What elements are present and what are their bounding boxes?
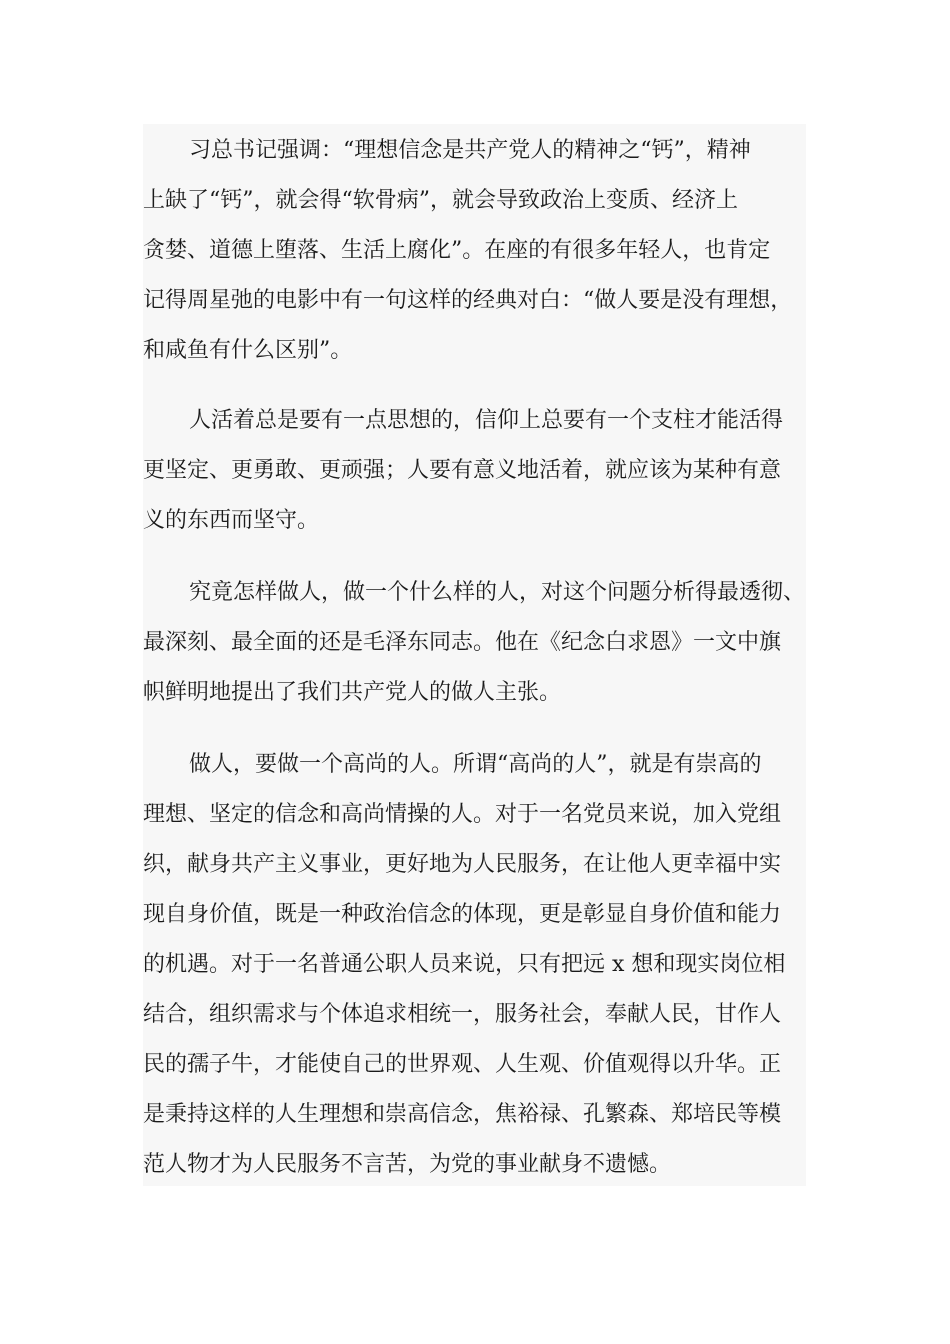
paragraph-line: 现自身价值，既是一种政治信念的体现，更是彰显自身价值和能力 [143, 902, 782, 927]
paragraph-line: 人活着总是要有一点思想的，信仰上总要有一个支柱才能活得 [189, 408, 784, 433]
paragraph-line: 范人物才为人民服务不言苦，为党的事业献身不遗憾。 [143, 1152, 672, 1177]
paragraph-line: 最深刻、最全面的还是毛泽东同志。他在《纪念白求恩》一文中旗 [143, 630, 782, 655]
paragraph-line: 记得周星弛的电影中有一句这样的经典对白：“做人要是没有理想， [143, 288, 793, 313]
paragraph-line: 义的东西而坚守。 [143, 508, 320, 533]
paragraph-4 [143, 740, 785, 1190]
paragraph-line: 做人，要做一个高尚的人。所谓“高尚的人”，就是有崇高的 [189, 752, 762, 777]
text-block [143, 124, 806, 1186]
paragraph-line: 是秉持这样的人生理想和崇高信念，焦裕禄、孔繁森、郑培民等模 [143, 1102, 782, 1127]
paragraph-line: 的机遇。对于一名普通公职人员来说，只有把远 x 想和现实岗位相 [143, 952, 786, 977]
paragraph-2 [143, 396, 783, 546]
paragraph-3 [143, 568, 805, 718]
paragraph-line: 和咸鱼有什么区别”。 [143, 338, 353, 363]
paragraph-line: 帜鲜明地提出了我们共产党人的做人主张。 [143, 680, 562, 705]
paragraph-line: 结合，组织需求与个体追求相统一，服务社会，奉献人民，甘作人 [143, 1002, 782, 1027]
paragraph-line: 民的孺子牛，才能使自己的世界观、人生观、价值观得以升华。正 [143, 1052, 782, 1077]
paragraph-1 [143, 126, 792, 376]
paragraph-line: 究竟怎样做人，做一个什么样的人，对这个问题分析得最透彻、 [189, 580, 806, 605]
paragraph-line: 织，献身共产主义事业，更好地为人民服务，在让他人更幸福中实 [143, 852, 782, 877]
paragraph-line: 更坚定、更勇敢、更顽强；人要有意义地活着，就应该为某种有意 [143, 458, 782, 483]
paragraph-line: 理想、坚定的信念和高尚情操的人。对于一名党员来说，加入党组 [143, 802, 782, 827]
paragraph-line: 习总书记强调：“理想信念是共产党人的精神之“钙”，精神 [189, 138, 751, 163]
paragraph-line: 贪婪、道德上堕落、生活上腐化”。在座的有很多年轻人，也肯定 [143, 238, 771, 263]
paragraph-line: 上缺了“钙”，就会得“软骨病”，就会导致政治上变质、经济上 [143, 188, 738, 213]
